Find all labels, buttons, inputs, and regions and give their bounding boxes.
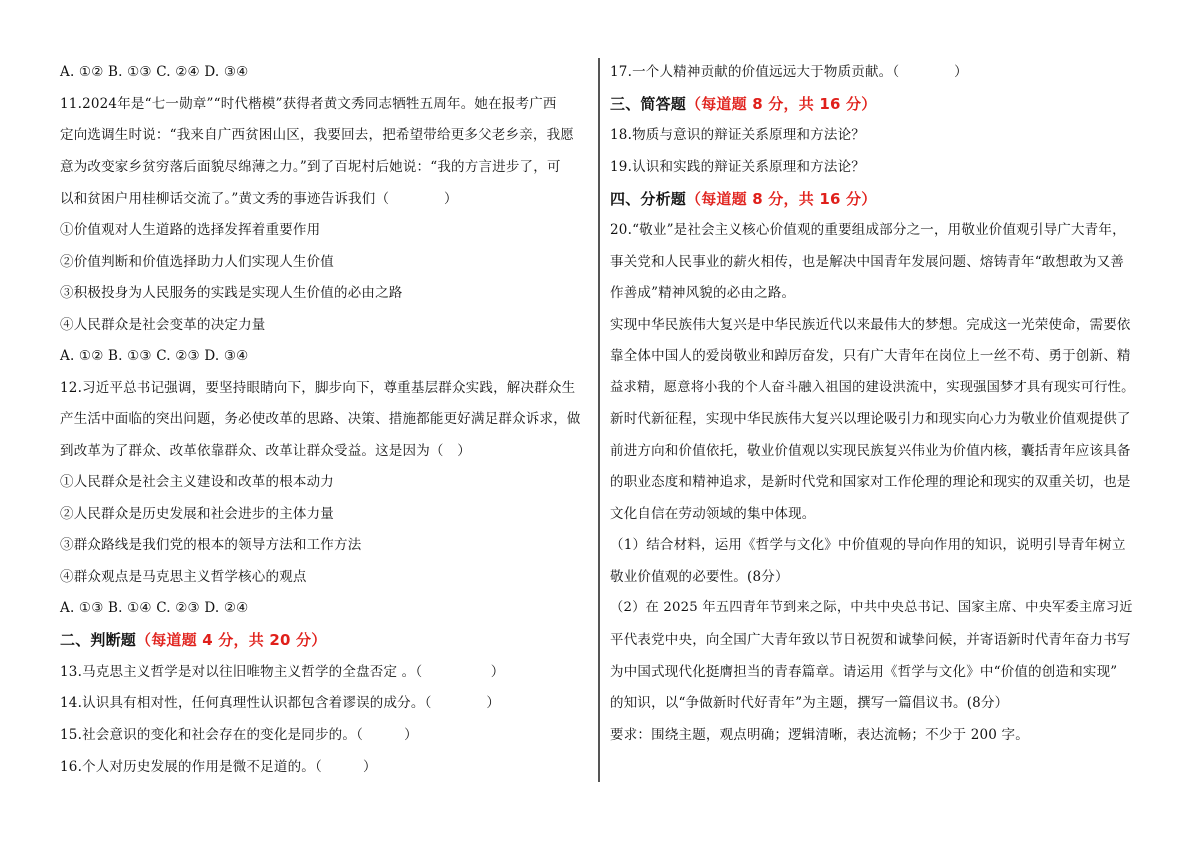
q16: 16.个人对历史发展的作用是微不足道的。（ ）	[60, 759, 377, 775]
q20-material-line4: 新时代新征程，实现中华民族伟大复兴以理论吸引力和现实向心力为敬业价值观提供了	[610, 411, 1131, 427]
q20-sub2-line1: （2）在 2025 年五四青年节到来之际，中共中央总书记、国家主席、中央军委主席习近	[610, 600, 1133, 615]
section-judge-note: （每道题 4 分，共 20 分）	[136, 631, 327, 649]
q11-statement-2: ②价值判断和价值选择助力人们实现人生价值	[60, 254, 334, 270]
q15: 15.社会意识的变化和社会存在的变化是同步的。（ ）	[60, 727, 418, 743]
q20-material-line2: 靠全体中国人的爱岗敬业和踔厉奋发，只有广大青年在岗位上一丝不苟、勇于创新、精	[610, 348, 1131, 364]
section-judge-heading	[60, 631, 326, 649]
section-short-note: （每道题 8 分，共 16 分）	[686, 95, 877, 113]
q20-sub2-line3: 为中国式现代化挺膺担当的青春篇章。请运用《哲学与文化》中“价值的创造和实现”	[610, 664, 1118, 680]
q12-options: A. ①③ B. ①④ C. ②③ D. ②④	[60, 600, 249, 616]
q11-options: A. ①② B. ①③ C. ②③ D. ③④	[60, 348, 249, 364]
q12-statement-1: ①人民群众是社会主义建设和改革的根本动力	[60, 474, 334, 490]
section-judge-title: 二、判断题	[60, 631, 137, 649]
q12-stem-line3: 到改革为了群众、改革依靠群众、改革让群众受益。这是因为（ ）	[60, 443, 471, 459]
q14: 14.认识具有相对性，任何真理性认识都包含着谬误的成分。（ ）	[60, 695, 501, 711]
q12-statement-2: ②人民群众是历史发展和社会进步的主体力量	[60, 506, 334, 522]
q12-stem-line1: 12.习近平总书记强调，要坚持眼睛向下，脚步向下，尊重基层群众实践，解决群众生	[60, 380, 576, 396]
section-analysis-heading	[610, 190, 876, 208]
q20-material-line5: 前进方向和价值依托，敬业价值观以实现民族复兴伟业为价值内核，囊括青年应该具备	[610, 443, 1131, 459]
q12-stem-line2: 产生活中面临的突出问题，务必使改革的思路、决策、措施都能更好满足群众诉求，做	[60, 411, 581, 427]
q20-line2: 事关党和人民事业的薪火相传，也是解决中国青年发展问题、熔铸青年“敢想敢为又善	[610, 254, 1125, 270]
section-analysis-title: 四、分析题	[610, 190, 687, 208]
q20-material-line1: 实现中华民族伟大复兴是中华民族近代以来最伟大的梦想。完成这一光荣使命，需要依	[610, 317, 1131, 333]
q20-line3: 作善成”精神风貌的必由之路。	[610, 285, 796, 301]
q11-stem-line2: 定向选调生时说：“我来自广西贫困山区，我要回去，把希望带给更多父老乡亲，我愿	[60, 127, 575, 143]
q11-statement-3: ③积极投身为人民服务的实践是实现人生价值的必由之路	[60, 285, 403, 301]
q11-stem-line3: 意为改变家乡贫穷落后面貌尽绵薄之力。”到了百坭村后她说：“我的方言进步了，可	[60, 159, 561, 175]
column-divider	[598, 58, 600, 782]
q20-sub1-line1: （1）结合材料，运用《哲学与文化》中价值观的导向作用的知识，说明引导青年树立	[610, 537, 1126, 553]
q10-options: A. ①② B. ①③ C. ②④ D. ③④	[60, 64, 249, 80]
q20-requirements: 要求：围绕主题，观点明确；逻辑清晰，表达流畅；不少于 200 字。	[610, 727, 1029, 743]
q20-sub2-line2: 平代表党中央，向全国广大青年致以节日祝贺和诚挚问候，并寄语新时代青年奋力书写	[610, 632, 1131, 648]
q19: 19.认识和实践的辩证关系原理和方法论？	[610, 159, 865, 175]
q20-material-line6: 的职业态度和精神追求，是新时代党和国家对工作伦理的理论和现实的双重关切，也是	[610, 474, 1131, 490]
q11-statement-1: ①价值观对人生道路的选择发挥着重要作用	[60, 222, 321, 238]
q17: 17.一个人精神贡献的价值远远大于物质贡献。（ ）	[610, 64, 968, 80]
q20-sub2-line4: 的知识，以“争做新时代好青年”为主题，撰写一篇倡议书。(8分）	[610, 695, 1009, 711]
q12-statement-3: ③群众路线是我们党的根本的领导方法和工作方法	[60, 537, 362, 553]
q13: 13.马克思主义哲学是对以往旧唯物主义哲学的全盘否定 。（ ）	[60, 664, 505, 680]
q12-statement-4: ④群众观点是马克思主义哲学核心的观点	[60, 569, 307, 585]
q20-material-line7: 文化自信在劳动领域的集中体现。	[610, 506, 816, 522]
q11-statement-4: ④人民群众是社会变革的决定力量	[60, 317, 266, 333]
section-analysis-note: （每道题 8 分，共 16 分）	[686, 190, 877, 208]
q18: 18.物质与意识的辩证关系原理和方法论？	[610, 127, 865, 143]
q20-line1: 20.“敬业”是社会主义核心价值观的重要组成部分之一，用敬业价值观引导广大青年，	[610, 222, 1126, 238]
q11-stem-line4: 以和贫困户用桂柳话交流了。”黄文秀的事迹告诉我们（ ）	[60, 191, 458, 207]
section-short-heading	[610, 95, 876, 113]
section-short-title: 三、简答题	[610, 95, 687, 113]
q11-stem-line1: 11.2024年是“七一勋章”“时代楷模”获得者黄文秀同志牺牲五周年。她在报考广西	[60, 96, 557, 112]
q20-sub1-line2: 敬业价值观的必要性。(8分）	[610, 569, 789, 585]
q20-material-line3: 益求精，愿意将小我的个人奋斗融入祖国的建设洪流中，实现强国梦才具有现实可行性。	[610, 380, 1135, 395]
